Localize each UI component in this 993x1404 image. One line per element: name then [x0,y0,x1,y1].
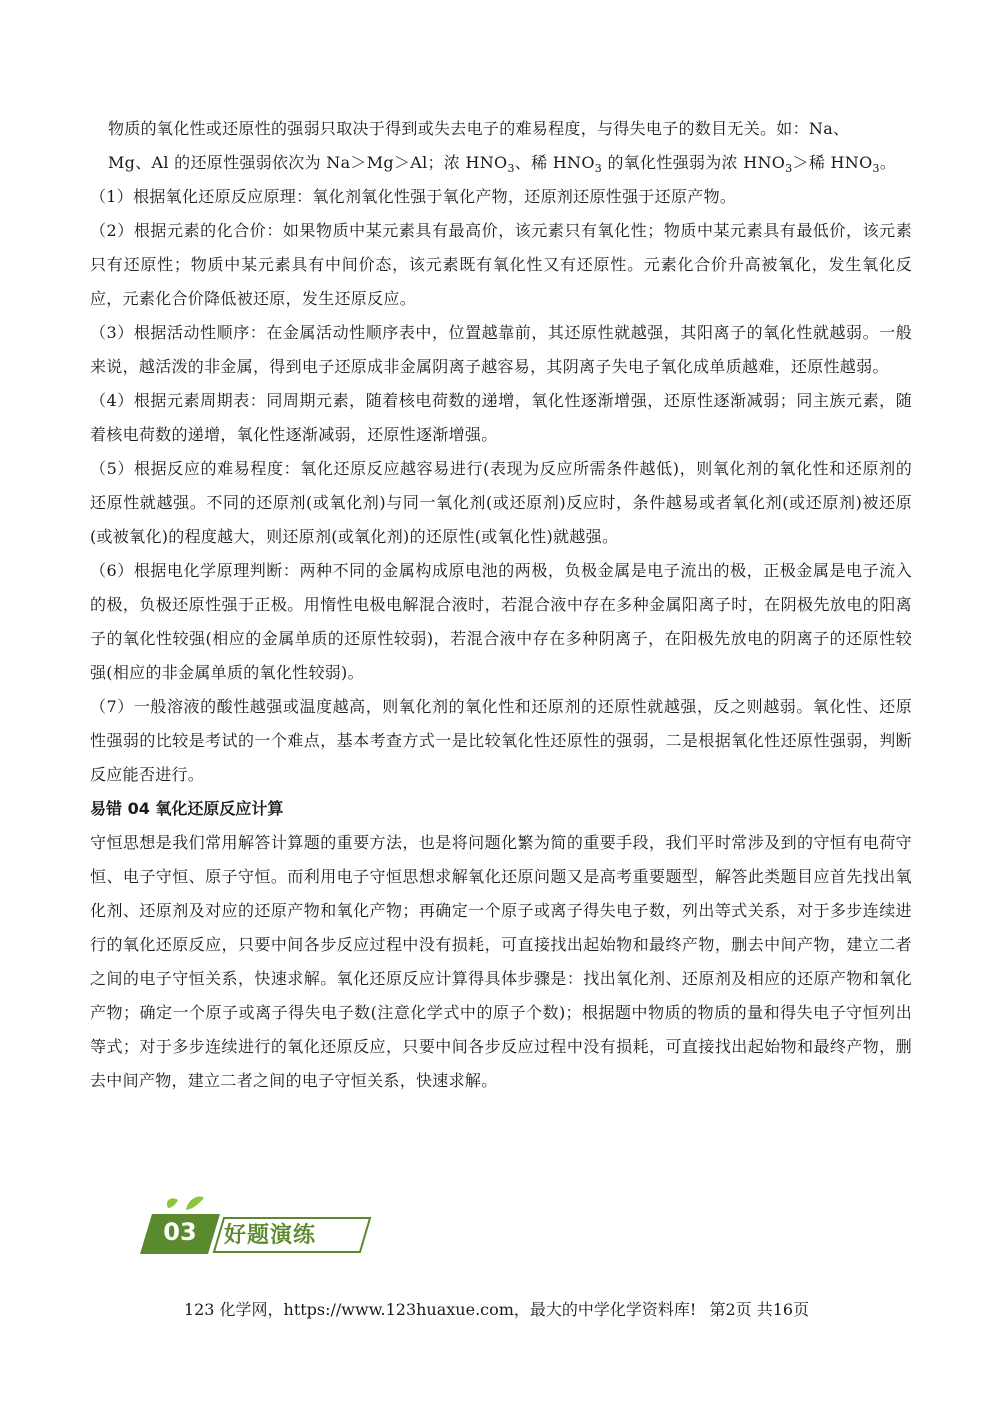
rule-paragraph: （1）根据氧化还原反应原理：氧化剂氧化性强于氧化产物，还原剂还原性强于还原产物。 [90,187,737,206]
section-heading: 易错 04 氧化还原反应计算 [90,799,284,818]
intro-text-2b: 、稀 HNO [514,153,595,172]
page-footer [0,1297,993,1320]
footer-page-number: 第2页 共16页 [709,1300,810,1319]
rule-paragraph: （5）根据反应的难易程度：氧化还原反应越容易进行(表现为反应所需条件越低)，则氧化剂的氧化性和还原剂的还原性就越强。不同的还原剂(或氧化剂)与同一氧化剂(或还原剂)反应时，条件越易或者氧化剂(或还原剂)被还原(或被氧化)的程度越大，则还原剂(或氧化剂)的还原性(或氧化性)就越强。 [90,459,912,546]
subscript: 3 [785,162,793,176]
badge-number: 03 [163,1218,197,1246]
subscript: 3 [872,162,880,176]
section-badge [138,1196,378,1260]
badge-title: 好题演练 [224,1223,317,1248]
section-body: 守恒思想是我们常用解答计算题的重要方法，也是将问题化繁为简的重要手段，我们平时常涉及到的守恒有电荷守恒、电子守恒、原子守恒。而利用电子守恒思想求解氧化还原问题又是高考重要题型，解答此类题目应首先找出氧化剂、还原剂及对应的还原产物和氧化产物；再确定一个原子或离子得失电子数，列出等式关系，对于多步连续进行的氧化还原反应，只要中间各步反应过程中没有损耗，可直接找出起始物和最终产物，删去中间产物，建立二者之间的电子守恒关系，快速求解。氧化还原反应计算得具体步骤是：找出氧化剂、还原剂及相应的还原产物和氧化产物；确定一个原子或离子得失电子数(注意化学式中的原子个数)；根据题中物质的物质的量和得失电子守恒列出等式；对于多步连续进行的氧化还原反应，只要中间各步反应过程中没有损耗，可直接找出起始物和最终产物，删去中间产物，建立二者之间的电子守恒关系，快速求解。 [90,833,912,1090]
intro-line-2 [90,146,912,180]
rule-paragraph: （4）根据元素周期表：同周期元素，随着核电荷数的递增，氧化性逐渐增强，还原性逐渐减弱；同主族元素，随着核电荷数的递增，氧化性逐渐减弱，还原性逐渐增强。 [90,391,912,444]
intro-text-2a: Mg、Al 的还原性强弱依次为 Na＞Mg＞Al；浓 HNO [108,153,508,172]
intro-line-1 [90,112,912,146]
footer-site: 123 化学网，https://www.123huaxue.com，最大的中学化学资料库! [183,1300,697,1319]
subscript: 3 [594,162,603,176]
intro-text-1: 物质的氧化性或还原性的强弱只取决于得到或失去电子的难易程度，与得失电子的数目无关。如：Na、 [108,119,850,138]
intro-text-2d: ＞稀 HNO [792,153,873,172]
leaf-icon [167,1198,178,1208]
content-body [90,112,912,1098]
intro-text-2e: 。 [879,153,897,172]
rule-paragraph: （3）根据活动性顺序：在金属活动性顺序表中，位置越靠前，其还原性就越强，其阳离子的氧化性就越弱。一般来说，越活泼的非金属，得到电子还原成非金属阴离子越容易，其阴离子失电子氧化成单质越难，还原性越弱。 [90,323,912,376]
subscript: 3 [507,162,515,176]
intro-text-2c: 的氧化性强弱为浓 HNO [602,153,786,172]
rule-paragraph: （7）一般溶液的酸性越强或温度越高，则氧化剂的氧化性和还原剂的还原性就越强，反之则越弱。氧化性、还原性强弱的比较是考试的一个难点，基本考查方式一是比较氧化性还原性的强弱，二是根据氧化性还原性强弱，判断反应能否进行。 [90,697,912,784]
leaf-icon [186,1197,204,1211]
rule-paragraph: （2）根据元素的化合价：如果物质中某元素具有最高价，该元素只有氧化性；物质中某元素具有最低价，该元素只有还原性；物质中某元素具有中间价态，该元素既有氧化性又有还原性。元素化合价升高被氧化，发生氧化反应，元素化合价降低被还原，发生还原反应。 [90,221,912,308]
rule-paragraph: （6）根据电化学原理判断：两种不同的金属构成原电池的两极，负极金属是电子流出的极，正极金属是电子流入的极，负极还原性强于正极。用惰性电极电解混合液时，若混合液中存在多种金属阳离子时，在阴极先放电的阳离子的氧化性较强(相应的金属单质的还原性较弱)，若混合液中存在多种阴离子，在阳极先放电的阴离子的还原性较强(相应的非金属单质的氧化性较弱)。 [90,561,912,682]
